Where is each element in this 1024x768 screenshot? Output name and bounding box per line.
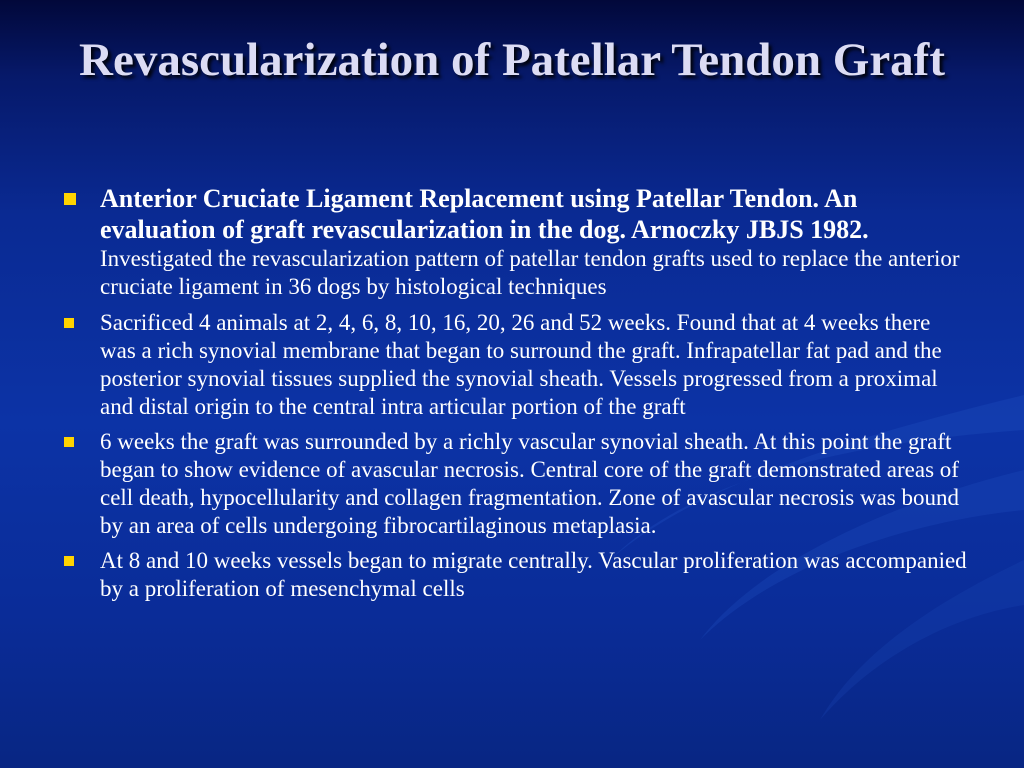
square-bullet-icon <box>64 318 74 328</box>
bullet-text: Sacrificed 4 animals at 2, 4, 6, 8, 10, 16, 20, 26 and 52 weeks. Found that at 4 weeks there was a rich synovial membrane that began to surround the graft. Infrapatellar fat pad and the posterior synovial tissues supplied the synovial sheath. Vessels progressed from a proximal and distal origin to the central intra articular portion of the graft <box>100 310 942 419</box>
bullet-list <box>62 183 967 610</box>
bullet-text: At 8 and 10 weeks vessels began to migrate centrally. Vascular proliferation was accompanied by a proliferation of mesenchymal cells <box>100 548 967 601</box>
square-bullet-icon <box>64 556 74 566</box>
bullet-item <box>62 547 967 603</box>
bullet-text: 6 weeks the graft was surrounded by a richly vascular synovial sheath. At this point the graft began to show evidence of avascular necrosis. Central core of the graft demonstrated areas of cell death, hypocellularity and collagen fragmentation. Zone of avascular necrosis was bound by an area of cells undergoing fibrocartilaginous metaplasia. <box>100 429 959 538</box>
bullet-item <box>62 309 967 421</box>
bullet-lead-text: Anterior Cruciate Ligament Replacement using Patellar Tendon. An evaluation of graft revascularization in the dog. Arnoczky JBJS 1982. <box>100 184 869 244</box>
slide-title: Revascularization of Patellar Tendon Graft <box>79 34 945 86</box>
bullet-item <box>62 428 967 540</box>
bullet-item <box>62 183 967 301</box>
bullet-text: Investigated the revascularization pattern of patellar tendon grafts used to replace the anterior cruciate ligament in 36 dogs by histological techniques <box>100 246 960 299</box>
square-bullet-icon <box>64 193 76 205</box>
square-bullet-icon <box>64 437 74 447</box>
